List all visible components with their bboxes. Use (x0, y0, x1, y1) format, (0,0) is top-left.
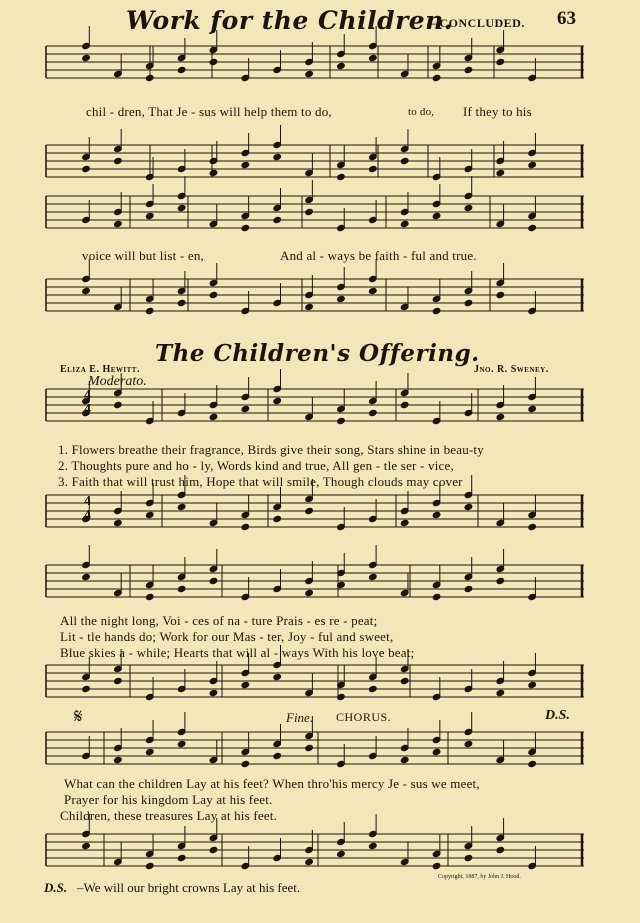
chorus-marking: CHORUS. (336, 710, 392, 724)
note-head (496, 291, 505, 298)
segno-sign: 𝄋 (74, 704, 83, 728)
song1-lyric-line1b: to do, (408, 106, 435, 118)
note-head (209, 689, 218, 696)
note-head (82, 165, 91, 172)
note-head (432, 862, 441, 869)
note-head (432, 511, 441, 518)
note-head (528, 161, 537, 168)
note-head (496, 689, 505, 696)
note-head (82, 287, 91, 294)
concluded-label: —CONCLUDED. (427, 16, 525, 30)
note-head (337, 173, 346, 180)
note-head (209, 413, 218, 420)
note-head (528, 224, 537, 231)
note-head (114, 157, 123, 164)
note-head (464, 66, 473, 73)
note-head (464, 299, 473, 306)
song1-lyric-line1a: chil - dren, That Je - sus will help them to do, (86, 104, 332, 119)
note-head (305, 589, 314, 596)
verse-2-line1: 2. Thoughts pure and ho - ly, Words kind and true, All gen - tle ser - vice, (58, 458, 454, 473)
note-head (432, 748, 441, 755)
ds-footer-text: –We will our bright crowns Lay at his feet. (77, 880, 301, 895)
note-head (305, 744, 314, 751)
note-head (145, 593, 154, 600)
note-head (305, 507, 314, 514)
note-head (209, 291, 218, 298)
note-head (400, 519, 409, 526)
note-head (273, 673, 282, 680)
time-sig-bass-bottom: 4 (84, 508, 91, 523)
note-head (241, 523, 250, 530)
note-head (528, 681, 537, 688)
song1-lyric-line2a: voice will but list - en, (82, 248, 204, 263)
note-head (432, 74, 441, 81)
note-head (114, 401, 123, 408)
chorus-line-3: Children, these treasures Lay at his feet. (60, 808, 278, 823)
note-head (432, 212, 441, 219)
note-head (528, 405, 537, 412)
note-head (241, 760, 250, 767)
time-sig-bass-top: 4 (84, 494, 91, 509)
time-sig-treble-bottom: 4 (84, 402, 91, 417)
page-number: 63 (557, 8, 576, 29)
note-head (177, 585, 186, 592)
verse-2-line2: Lit - tle hands do; Work for our Mas - ter, Joy - ful and sweet, (60, 629, 394, 644)
song-title-childrens-offering: The Children's Offering. (155, 340, 480, 367)
note-head (496, 169, 505, 176)
note-head (82, 54, 91, 61)
note-head (337, 417, 346, 424)
note-head (82, 573, 91, 580)
note-head (209, 846, 218, 853)
copyright-notice: Copyright, 1887, by John J. Hood. (438, 874, 521, 880)
note-head (305, 858, 314, 865)
note-head (496, 58, 505, 65)
note-head (145, 307, 154, 314)
note-head (464, 503, 473, 510)
note-head (241, 161, 250, 168)
note-head (305, 303, 314, 310)
note-head (177, 204, 186, 211)
note-head (177, 854, 186, 861)
note-head (305, 70, 314, 77)
tempo-marking: Moderato. (88, 374, 147, 389)
note-head (369, 409, 378, 416)
song1-lyric-line2b: And al - ways be faith - ful and true. (280, 248, 477, 263)
note-head (177, 66, 186, 73)
note-head (114, 756, 123, 763)
note-head (528, 760, 537, 767)
ds-footer-label: D.S. (44, 880, 68, 895)
composer-credit: Jno. R. Sweney. (474, 364, 549, 375)
note-head (114, 220, 123, 227)
note-head (241, 681, 250, 688)
note-head (273, 216, 282, 223)
note-head (273, 515, 282, 522)
note-head (400, 677, 409, 684)
note-head (177, 740, 186, 747)
note-head (145, 748, 154, 755)
note-head (114, 677, 123, 684)
note-head (177, 503, 186, 510)
note-head (400, 756, 409, 763)
note-head (337, 850, 346, 857)
note-head (464, 204, 473, 211)
chorus-line-1: What can the children Lay at his feet? When thro'his mercy Je - sus we meet, (64, 776, 480, 791)
lyricist-credit: Eliza E. Hewitt. (60, 364, 140, 375)
song1-lyric-line1c: If they to his (463, 104, 532, 119)
note-head (82, 842, 91, 849)
note-head (432, 593, 441, 600)
note-head (496, 413, 505, 420)
note-head (209, 58, 218, 65)
note-head (273, 153, 282, 160)
note-head (337, 295, 346, 302)
note-head (241, 224, 250, 231)
note-head (432, 307, 441, 314)
verse-3-line2: Blue skies a - while; Hearts that will al - ways With his love beat; (60, 645, 415, 660)
note-head (82, 685, 91, 692)
note-head (400, 220, 409, 227)
note-head (496, 846, 505, 853)
verse-1-line2: All the night long, Voi - ces of na - ture Prais - es re - peat; (60, 613, 378, 628)
note-head (400, 401, 409, 408)
note-head (369, 685, 378, 692)
note-head (496, 577, 505, 584)
note-head (305, 208, 314, 215)
note-head (145, 74, 154, 81)
song-title-work-for-the-children: Work for the Children. (126, 6, 454, 35)
ds-marking: D.S. (545, 708, 570, 723)
note-head (369, 842, 378, 849)
note-head (528, 523, 537, 530)
note-head (177, 299, 186, 306)
note-head (145, 511, 154, 518)
fine-marking: Fine. (286, 710, 314, 725)
note-head (145, 862, 154, 869)
note-head (400, 157, 409, 164)
chorus-line-2: Prayer for his kingdom Lay at his feet. (64, 792, 273, 807)
note-head (241, 405, 250, 412)
note-head (209, 169, 218, 176)
note-head (464, 740, 473, 747)
note-head (273, 397, 282, 404)
note-head (114, 519, 123, 526)
note-head (337, 62, 346, 69)
note-head (209, 577, 218, 584)
note-head (369, 54, 378, 61)
time-sig-treble-top: 4 (84, 388, 91, 403)
verse-3-line1: 3. Faith that will trust him, Hope that will smile, Though clouds may cover (58, 474, 463, 489)
note-head (464, 854, 473, 861)
note-head (145, 212, 154, 219)
note-head (273, 752, 282, 759)
verse-1-line1: 1. Flowers breathe their fragrance, Birds give their song, Stars shine in beau-ty (58, 442, 484, 457)
note-head (369, 573, 378, 580)
note-head (369, 165, 378, 172)
note-head (464, 585, 473, 592)
note-head (369, 287, 378, 294)
